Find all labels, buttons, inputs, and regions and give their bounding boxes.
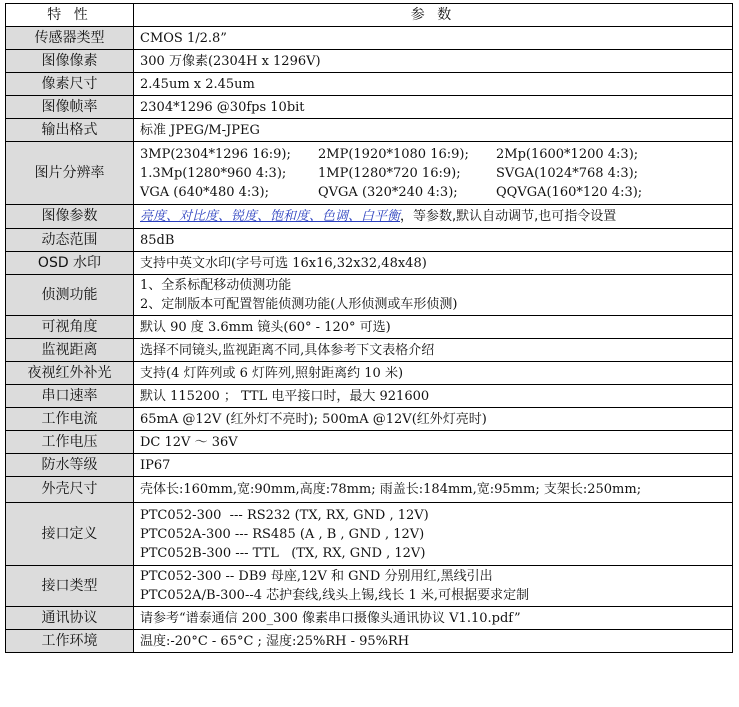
resolution-item: SVGA(1024*768 4:3);	[496, 165, 639, 181]
resolution-item: 2MP(1920*1080 16:9);	[318, 146, 469, 162]
row-label: OSD 水印	[6, 252, 134, 275]
interface-type-cell	[134, 566, 733, 607]
table-row	[6, 27, 733, 50]
row-value: 选择不同镜头,监视距离不同,具体参考下文表格介绍	[134, 339, 733, 362]
table-row	[6, 431, 733, 454]
row-label: 传感器类型	[6, 27, 134, 50]
row-label: 工作环境	[6, 630, 134, 653]
row-label: 图像参数	[6, 205, 134, 229]
row-value: 默认 115200 ； TTL 电平接口时，最大 921600	[134, 385, 733, 408]
table-row	[6, 205, 733, 229]
table-row	[6, 275, 733, 316]
row-label: 工作电流	[6, 408, 134, 431]
image-params-link[interactable]: 亮度、对比度、锐度、饱和度、色调、白平衡	[140, 209, 401, 224]
image-params-cell	[134, 205, 733, 229]
row-value: 2.45um x 2.45um	[134, 73, 733, 96]
row-value: 壳体长:160mm,宽:90mm,高度:78mm; 雨盖长:184mm,宽:95mm; 支架长:250mm;	[134, 477, 733, 503]
table-row	[6, 408, 733, 431]
table-header-row	[6, 4, 733, 27]
table-row	[6, 362, 733, 385]
table-row	[6, 454, 733, 477]
detection-cell	[134, 275, 733, 316]
row-value: CMOS 1/2.8”	[134, 27, 733, 50]
resolution-item: 1.3Mp(1280*960 4:3);	[140, 165, 287, 181]
interface-def-line: PTC052B-300 --- TTL (TX, RX, GND , 12V)	[140, 545, 426, 561]
detection-line: 2、定制版本可配置智能侦测功能(人形侦测或车形侦测)	[140, 297, 458, 312]
row-label: 通讯协议	[6, 607, 134, 630]
table-row	[6, 252, 733, 275]
table-row	[6, 630, 733, 653]
row-value: 标准 JPEG/M-JPEG	[134, 119, 733, 142]
table-row	[6, 339, 733, 362]
row-value: 默认 90 度 3.6mm 镜头(60° - 120° 可选)	[134, 316, 733, 339]
table-row	[6, 50, 733, 73]
table-row	[6, 503, 733, 566]
row-label: 可视角度	[6, 316, 134, 339]
row-label: 外壳尺寸	[6, 477, 134, 503]
resolution-item: QQVGA(160*120 4:3);	[496, 184, 643, 200]
row-value: 2304*1296 @30fps 10bit	[134, 96, 733, 119]
row-label: 工作电压	[6, 431, 134, 454]
detection-line: 1、全系标配移动侦测功能	[140, 278, 292, 293]
row-label: 图像像素	[6, 50, 134, 73]
resolution-item: 1MP(1280*720 16:9);	[318, 165, 461, 181]
resolution-item: 3MP(2304*1296 16:9);	[140, 146, 291, 162]
row-label: 监视距离	[6, 339, 134, 362]
image-params-text: ，等参数,默认自动调节,也可指令设置	[400, 209, 617, 224]
table-row	[6, 73, 733, 96]
table-row	[6, 477, 733, 503]
row-label: 输出格式	[6, 119, 134, 142]
row-value: 温度:-20°C - 65°C ; 湿度:25%RH - 95%RH	[134, 630, 733, 653]
row-value: 支持(4 灯阵列或 6 灯阵列,照射距离约 10 米)	[134, 362, 733, 385]
interface-def-cell	[134, 503, 733, 566]
row-label: 动态范围	[6, 229, 134, 252]
resolution-item: VGA (640*480 4:3);	[140, 184, 269, 200]
interface-def-line: PTC052A-300 --- RS485 (A , B , GND , 12V)	[140, 526, 425, 542]
row-label: 接口定义	[6, 503, 134, 566]
table-row	[6, 96, 733, 119]
row-label: 防水等级	[6, 454, 134, 477]
row-value: DC 12V ～ 36V	[134, 431, 733, 454]
table-row	[6, 607, 733, 630]
interface-def-line: PTC052-300 --- RS232 (TX, RX, GND , 12V)	[140, 507, 429, 523]
interface-type-line: PTC052A/B-300--4 芯护套线,线头上锡,线长 1 米,可根据要求定制	[140, 588, 530, 603]
table-row	[6, 119, 733, 142]
row-label: 夜视红外补光	[6, 362, 134, 385]
resolution-cell	[134, 142, 733, 205]
row-label: 串口速率	[6, 385, 134, 408]
header-feature: 特 性	[6, 4, 134, 27]
row-value: 支持中英文水印(字号可选 16x16,32x32,48x48)	[134, 252, 733, 275]
resolution-item: QVGA (320*240 4:3);	[318, 184, 458, 200]
row-label: 图片分辨率	[6, 142, 134, 205]
row-label: 像素尺寸	[6, 73, 134, 96]
row-value: 请参考“谱泰通信 200_300 像素串口摄像头通讯协议 V1.10.pdf”	[134, 607, 733, 630]
row-label: 图像帧率	[6, 96, 134, 119]
row-value: 85dB	[134, 229, 733, 252]
interface-type-line: PTC052-300 -- DB9 母座,12V 和 GND 分别用红,黑线引出	[140, 569, 493, 584]
table-row	[6, 566, 733, 607]
row-label: 侦测功能	[6, 275, 134, 316]
resolution-grid	[140, 145, 726, 202]
table-row	[6, 142, 733, 205]
row-value: IP67	[134, 454, 733, 477]
table-row	[6, 385, 733, 408]
header-param: 参 数	[134, 4, 733, 27]
row-label: 接口类型	[6, 566, 134, 607]
spec-table	[5, 3, 733, 653]
table-row	[6, 316, 733, 339]
row-value: 65mA @12V (红外灯不亮时); 500mA @12V(红外灯亮时)	[134, 408, 733, 431]
table-row	[6, 229, 733, 252]
row-value: 300 万像素(2304H x 1296V)	[134, 50, 733, 73]
resolution-item: 2Mp(1600*1200 4:3);	[496, 146, 639, 162]
